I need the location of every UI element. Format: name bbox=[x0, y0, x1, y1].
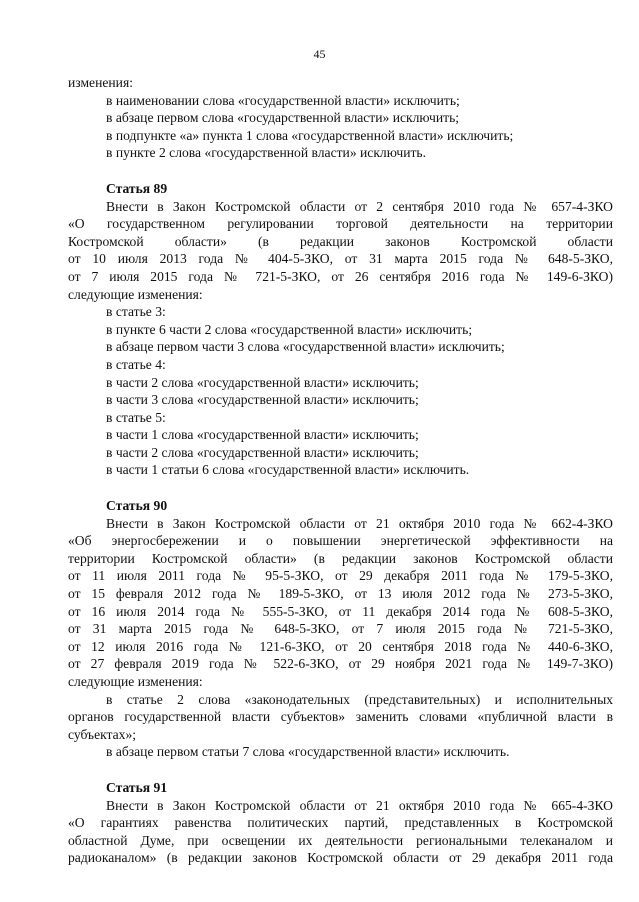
paragraph-line: следующие изменения: bbox=[68, 286, 203, 302]
article-90-heading: Статья 90 bbox=[106, 498, 168, 514]
paragraph-line: радиоканалом» (в редакции законов Костромской области от 29 декабря 2011 года bbox=[68, 850, 613, 866]
paragraph-line: Внести в Закон Костромской области от 21 октября 2010 года № 665-4-ЗКО bbox=[106, 797, 613, 813]
paragraph-line: в части 2 слова «государственной власти» исключить; bbox=[106, 374, 419, 390]
paragraph-line: от 12 июля 2016 года № 121-6-ЗКО, от 20 сентября 2018 года № 440-6-ЗКО, bbox=[68, 638, 613, 654]
paragraph-line: областной Думе, при освещении их деятельности региональными телеканалом и bbox=[68, 832, 613, 848]
paragraph-line: «О гарантиях равенства политических партий, представленных в Костромской bbox=[68, 815, 613, 831]
article-89-heading: Статья 89 bbox=[106, 180, 168, 196]
paragraph-line: от 16 июля 2014 года № 555-5-ЗКО, от 11 декабря 2014 года № 608-5-ЗКО, bbox=[68, 603, 613, 619]
paragraph-line: субъектах»; bbox=[68, 726, 137, 742]
paragraph-line: в подпункте «а» пункта 1 слова «государственной власти» исключить; bbox=[106, 127, 514, 143]
paragraph-line: в статье 3: bbox=[106, 304, 166, 320]
paragraph-line: изменения: bbox=[68, 75, 133, 90]
paragraph-line: в части 2 слова «государственной власти» исключить; bbox=[106, 444, 419, 460]
paragraph-line: в пункте 6 части 2 слова «государственной власти» исключить; bbox=[106, 321, 473, 337]
paragraph-line: от 10 июля 2013 года № 404-5-ЗКО, от 31 марта 2015 года № 648-5-ЗКО, bbox=[68, 251, 613, 267]
paragraph-line: в части 1 статьи 6 слова «государственной власти» исключить. bbox=[106, 462, 470, 478]
paragraph-line: Костромской области» (в редакции законов Костромской области bbox=[68, 233, 613, 249]
paragraph-line: «О государственном регулировании торговой деятельности на территории bbox=[68, 216, 613, 232]
paragraph-line: от 15 февраля 2012 года № 189-5-ЗКО, от 13 июля 2012 года № 273-5-ЗКО, bbox=[68, 586, 613, 602]
paragraph-line: в абзаце первом статьи 7 слова «государственной власти» исключить. bbox=[106, 744, 510, 760]
paragraph-line: Внести в Закон Костромской области от 2 сентября 2010 года № 657-4-ЗКО bbox=[106, 198, 613, 214]
article-91-heading: Статья 91 bbox=[106, 779, 168, 795]
paragraph-line: в статье 4: bbox=[106, 356, 166, 372]
paragraph-line: в статье 2 слова «законодательных (представительных) и исполнительных bbox=[106, 691, 613, 707]
paragraph-line: от 27 февраля 2019 года № 522-6-ЗКО, от 29 ноября 2021 года № 149-7-ЗКО) bbox=[68, 656, 613, 672]
paragraph-line: органов государственной власти субъектов» заменить словами «публичной власти в bbox=[68, 709, 613, 725]
paragraph-line: в статье 5: bbox=[106, 409, 166, 425]
paragraph-line: от 31 марта 2015 года № 648-5-ЗКО, от 7 июля 2015 года № 721-5-ЗКО, bbox=[68, 621, 613, 637]
paragraph-line: от 11 июля 2011 года № 95-5-ЗКО, от 29 декабря 2011 года № 179-5-ЗКО, bbox=[68, 568, 613, 584]
document-body bbox=[68, 74, 613, 867]
paragraph-line: в части 3 слова «государственной власти» исключить; bbox=[106, 392, 419, 408]
page-number: 45 bbox=[313, 47, 326, 61]
paragraph-line: «Об энергосбережении и о повышении энергетической эффективности на bbox=[68, 533, 613, 549]
paragraph-line: Внести в Закон Костромской области от 21 октября 2010 года № 662-4-ЗКО bbox=[106, 515, 613, 531]
paragraph-line: от 7 июля 2015 года № 721-5-ЗКО, от 26 сентября 2016 года № 149-6-ЗКО) bbox=[68, 268, 613, 284]
paragraph-line: в части 1 слова «государственной власти» исключить; bbox=[106, 427, 419, 443]
paragraph-line: в абзаце первом части 3 слова «государственной власти» исключить; bbox=[106, 339, 505, 355]
paragraph-line: в абзаце первом слова «государственной власти» исключить; bbox=[106, 110, 460, 126]
paragraph-line: территории Костромской области» (в редакции законов Костромской области bbox=[68, 550, 613, 566]
paragraph-line: в пункте 2 слова «государственной власти» исключить. bbox=[106, 145, 427, 161]
paragraph-line: в наименовании слова «государственной власти» исключить; bbox=[106, 92, 460, 108]
paragraph-line: следующие изменения: bbox=[68, 674, 203, 689]
